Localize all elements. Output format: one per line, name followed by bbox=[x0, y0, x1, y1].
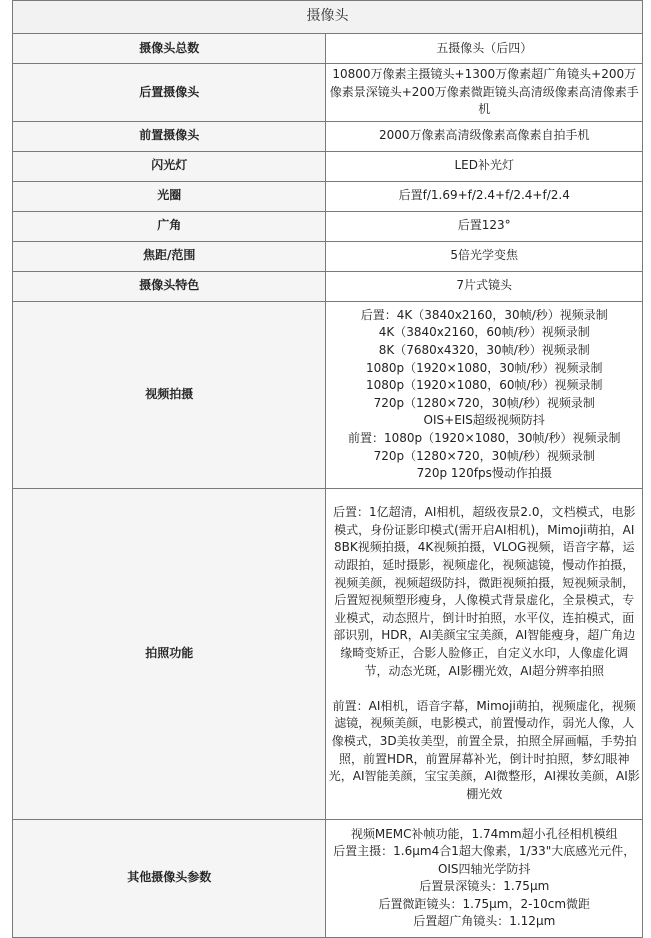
spec-value-line: 后置微距镜头：1.75μm，2-10cm微距 bbox=[378, 896, 591, 911]
camera-spec-table bbox=[12, 0, 643, 938]
section-title: 摄像头 bbox=[13, 1, 643, 34]
spec-row-other-camera-params bbox=[13, 819, 643, 937]
spec-value bbox=[326, 488, 643, 819]
spec-value-line: 2000万像素高清级像素高像素自拍手机 bbox=[378, 128, 590, 143]
spec-value bbox=[326, 64, 643, 122]
spec-label: 视频拍摄 bbox=[13, 301, 326, 488]
blank-line bbox=[328, 680, 640, 698]
spec-value-line: 720p（1280×720，30帧/秒）视频录制 bbox=[373, 395, 595, 410]
spec-value-line: 7片式镜头 bbox=[456, 278, 513, 293]
spec-value-line: OIS+EIS超级视频防抖 bbox=[423, 413, 545, 428]
spec-label: 摄像头总数 bbox=[13, 34, 326, 64]
spec-row-camera-count bbox=[13, 34, 643, 64]
spec-label: 闪光灯 bbox=[13, 151, 326, 181]
spec-value-line: 1080p（1920×1080，60帧/秒）视频录制 bbox=[365, 378, 603, 393]
spec-value-line: 五摄像头（后四） bbox=[436, 40, 533, 55]
spec-row-rear-camera bbox=[13, 64, 643, 122]
spec-value-line: 后置：1亿超清，AI相机，超级夜景2.0，文档模式，电影模式，身份证影印模式(需开启AI相机)，Mimoji萌拍，AI 8BK视频拍摄，4K视频拍摄，VLOG视频，语音字幕，运动跟拍，延时摄影，视频虚化，视频滤镜，慢动作拍摄，视频美颜，视频超级防抖，微距视频拍摄，短视频录制，后置短视频塑形瘦身，人像模式背景虚化，全景模式，专业模式，动态照片，倒计时拍照，水平仪，连拍模式，面部识别，HDR，AI美颜宝宝美颜，AI智能瘦身，超广角边缘畸变矫正，合影人脸修正，自定义水印，人像虚化调节，动态光斑，AI影棚光效，AI超分辨率拍照 bbox=[333, 505, 636, 678]
spec-value-line: 720p（1280×720，30帧/秒）视频录制 bbox=[373, 448, 595, 463]
spec-label: 光圈 bbox=[13, 181, 326, 211]
spec-row-camera-features bbox=[13, 271, 643, 301]
spec-value bbox=[326, 271, 643, 301]
spec-value-line: 后置123° bbox=[457, 218, 511, 233]
spec-value-line: 后置主摄：1.6μm4合1超大像素，1/33"大底感光元件，OIS四轴光学防抖 bbox=[333, 844, 636, 876]
spec-value bbox=[326, 181, 643, 211]
spec-row-photo-features bbox=[13, 488, 643, 819]
spec-value bbox=[326, 819, 643, 937]
spec-value bbox=[326, 241, 643, 271]
spec-label: 拍照功能 bbox=[13, 488, 326, 819]
spec-label: 前置摄像头 bbox=[13, 121, 326, 151]
spec-value-line: 视频MEMC补帧功能，1.74mm超小孔径相机模组 bbox=[350, 826, 618, 841]
spec-label: 摄像头特色 bbox=[13, 271, 326, 301]
spec-row-video-recording bbox=[13, 301, 643, 488]
spec-row-focal-range bbox=[13, 241, 643, 271]
spec-value-line: 前置：AI相机，语音字幕，Mimoji萌拍，视频虚化，视频滤镜，视频美颜，电影模式，前置慢动作，弱光人像，人像模式，3D美妆美型，前置全景，拍照全屏画幅，手势拍照，前置HDR，前置屏幕补光，倒计时拍照，梦幻眼神光，AI智能美颜，宝宝美颜，AI微整形，AI裸妆美颜，AI影棚光效 bbox=[328, 698, 640, 801]
spec-value-line: 后置f/1.69+f/2.4+f/2.4+f/2.4 bbox=[398, 188, 570, 203]
spec-value-line: 后置：4K（3840x2160，30帧/秒）视频录制 bbox=[360, 307, 608, 322]
spec-label: 焦距/范围 bbox=[13, 241, 326, 271]
spec-label: 后置摄像头 bbox=[13, 64, 326, 122]
spec-value-line: 720p 120fps慢动作拍摄 bbox=[416, 466, 552, 481]
spec-value-line: 4K（3840x2160，60帧/秒）视频录制 bbox=[378, 325, 590, 340]
spec-row-flash bbox=[13, 151, 643, 181]
spec-row-front-camera bbox=[13, 121, 643, 151]
spec-value-line: 5倍光学变焦 bbox=[450, 248, 519, 263]
spec-value bbox=[326, 211, 643, 241]
spec-value bbox=[326, 301, 643, 488]
spec-label: 其他摄像头参数 bbox=[13, 819, 326, 937]
spec-value-line: 10800万像素主摄镜头+1300万像素超广角镜头+200万像素景深镜头+200万像素微距镜头高清级像素高清像素手机 bbox=[329, 67, 639, 117]
spec-value-line: 前置：1080p（1920×1080，30帧/秒）视频录制 bbox=[347, 430, 621, 445]
spec-value bbox=[326, 121, 643, 151]
spec-value-line: LED补光灯 bbox=[454, 158, 514, 173]
section-header-row bbox=[13, 1, 643, 34]
spec-row-wide-angle bbox=[13, 211, 643, 241]
spec-label: 广角 bbox=[13, 211, 326, 241]
spec-value-line: 8K（7680x4320，30帧/秒）视频录制 bbox=[378, 343, 590, 357]
spec-value-line: 后置景深镜头：1.75μm bbox=[419, 879, 550, 894]
spec-value bbox=[326, 151, 643, 181]
spec-value-line: 后置超广角镜头：1.12μm bbox=[413, 914, 556, 929]
spec-row-aperture bbox=[13, 181, 643, 211]
spec-value bbox=[326, 34, 643, 64]
spec-value-line: 1080p（1920×1080，30帧/秒）视频录制 bbox=[365, 360, 603, 375]
